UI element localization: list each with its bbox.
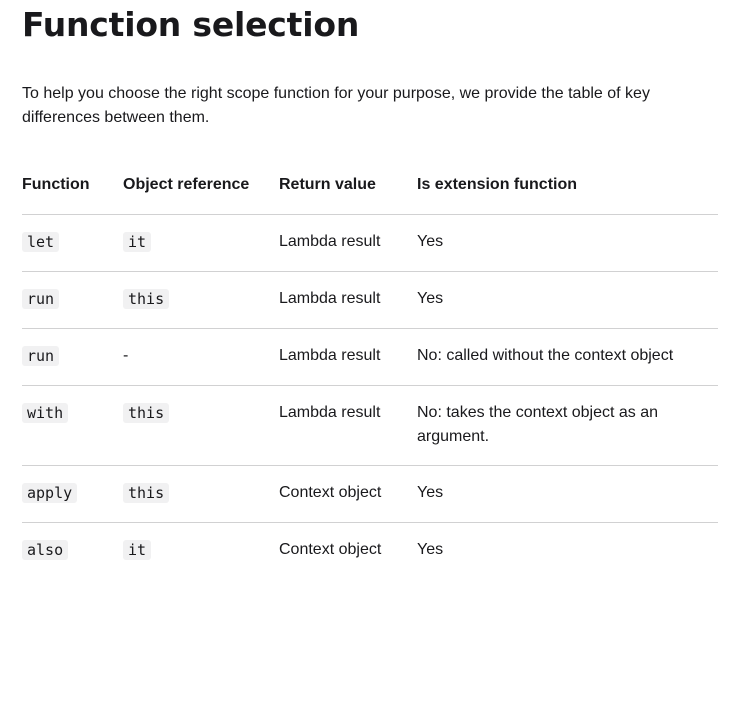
object-reference-code: this	[123, 483, 169, 503]
table-row	[22, 523, 718, 580]
function-cell	[22, 466, 123, 523]
function-code: also	[22, 540, 68, 560]
table-header-row	[22, 173, 718, 215]
return-value-cell: Lambda result	[279, 215, 417, 272]
is-extension-cell: Yes	[417, 466, 718, 523]
return-value-cell: Lambda result	[279, 386, 417, 466]
function-cell	[22, 272, 123, 329]
object-reference-text: -	[123, 347, 129, 364]
function-code: run	[22, 289, 59, 309]
object-reference-cell	[123, 215, 279, 272]
object-reference-code: it	[123, 232, 151, 252]
table-row	[22, 386, 718, 466]
return-value-cell: Lambda result	[279, 329, 417, 386]
function-code: apply	[22, 483, 77, 503]
scope-functions-table	[22, 173, 718, 579]
table-row	[22, 329, 718, 386]
table-row	[22, 272, 718, 329]
function-code: run	[22, 346, 59, 366]
function-code: with	[22, 403, 68, 423]
is-extension-cell: No: called without the context object	[417, 329, 718, 386]
table-row	[22, 466, 718, 523]
content	[22, 0, 718, 559]
return-value-cell: Context object	[279, 466, 417, 523]
is-extension-cell: Yes	[417, 523, 718, 580]
object-reference-code: this	[123, 289, 169, 309]
page-title: Function selection	[22, 5, 360, 44]
object-reference-cell	[123, 386, 279, 466]
header-object-reference: Object reference	[123, 176, 250, 193]
function-cell	[22, 329, 123, 386]
object-reference-cell	[123, 466, 279, 523]
object-reference-cell	[123, 329, 279, 386]
return-value-cell: Context object	[279, 523, 417, 580]
is-extension-cell: Yes	[417, 215, 718, 272]
object-reference-cell	[123, 523, 279, 580]
function-cell	[22, 386, 123, 466]
is-extension-cell: Yes	[417, 272, 718, 329]
function-cell	[22, 523, 123, 580]
is-extension-cell: No: takes the context object as an argument.	[417, 386, 718, 466]
object-reference-cell	[123, 272, 279, 329]
return-value-cell: Lambda result	[279, 272, 417, 329]
object-reference-code: this	[123, 403, 169, 423]
header-function: Function	[22, 176, 90, 193]
table-row	[22, 215, 718, 272]
intro-paragraph: To help you choose the right scope function for your purpose, we provide the table of key differences between them.	[22, 85, 650, 126]
header-return-value: Return value	[279, 176, 376, 193]
header-is-extension-function: Is extension function	[417, 176, 578, 193]
function-code: let	[22, 232, 59, 252]
object-reference-code: it	[123, 540, 151, 560]
function-cell	[22, 215, 123, 272]
